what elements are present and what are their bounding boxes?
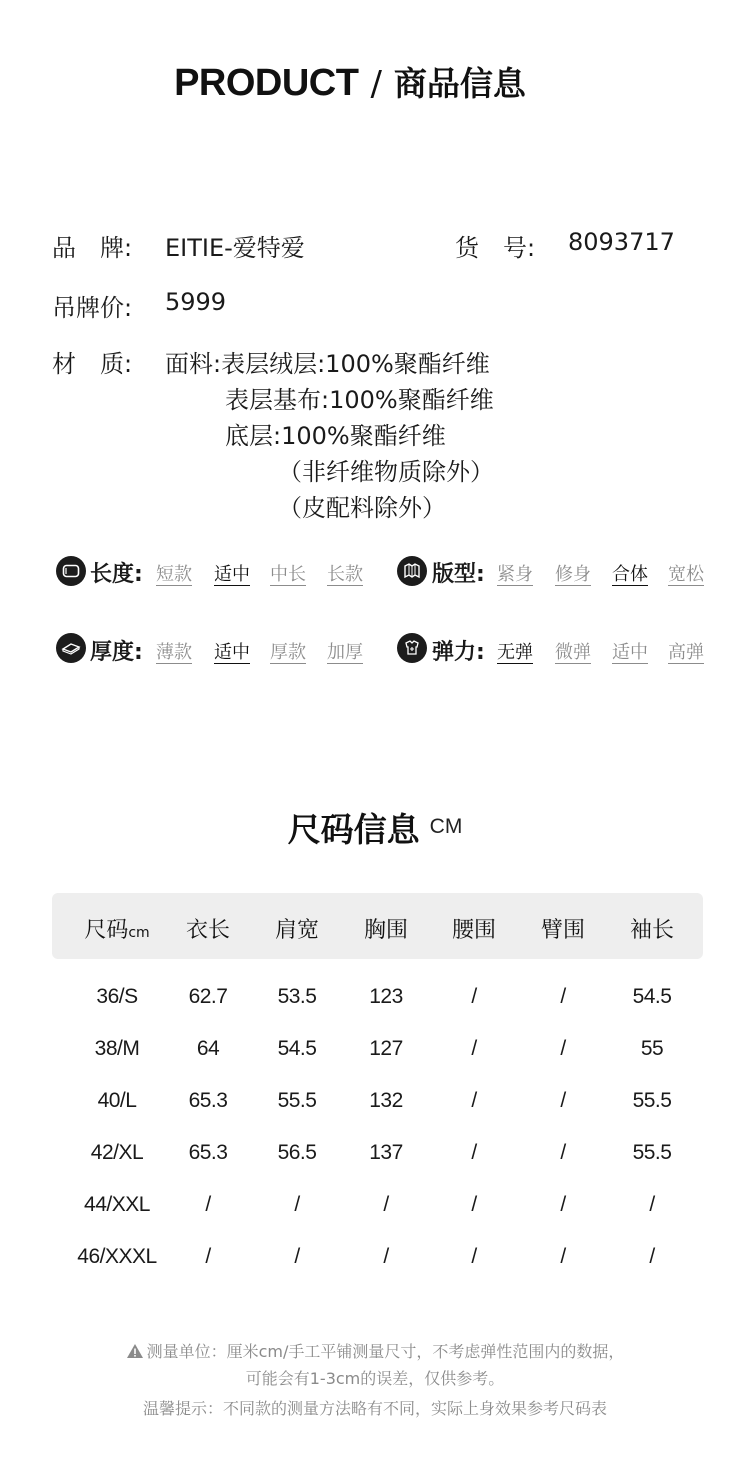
size-table-header — [52, 893, 703, 959]
material-line: 底层:100%聚酯纤维 — [225, 422, 446, 450]
title-separator: / — [370, 64, 382, 104]
measure-cell: / — [560, 1089, 566, 1112]
header-cell: 袖长 — [629, 918, 674, 943]
length-option: 长款 — [327, 564, 363, 585]
measure-cell: / — [294, 1193, 300, 1216]
elasticity-option-selected: 无弹 — [497, 642, 533, 663]
fit-option: 修身 — [555, 564, 591, 585]
header-cell: 臂围 — [540, 918, 585, 943]
header-size-unit: cm — [128, 925, 150, 941]
thickness-option-selected: 适中 — [214, 642, 250, 663]
measure-cell: / — [471, 1037, 477, 1060]
length-icon — [56, 556, 86, 586]
elasticity-icon — [397, 633, 427, 663]
material-line: 面料:表层绒层:100%聚酯纤维 — [165, 350, 490, 378]
measure-cell: / — [471, 1141, 477, 1164]
table-row — [52, 1089, 703, 1141]
measure-cell: 54.5 — [277, 1037, 317, 1060]
brand-value: EITIE-爱特爱 — [165, 234, 305, 262]
material-label: 材 质: — [52, 350, 133, 378]
table-row — [52, 1037, 703, 1089]
length-option-selected: 适中 — [214, 564, 250, 585]
price-label: 吊牌价: — [52, 294, 133, 322]
size-cell: 44/XXL — [84, 1193, 150, 1216]
thickness-option: 厚款 — [270, 642, 306, 663]
measure-cell: 53.5 — [277, 985, 317, 1008]
size-cell: 36/S — [96, 985, 138, 1008]
measure-cell: 65.3 — [188, 1141, 228, 1164]
measure-cell: 55.5 — [632, 1089, 672, 1112]
elasticity-option: 微弹 — [555, 642, 591, 663]
measure-cell: / — [383, 1193, 389, 1216]
size-cell: 46/XXXL — [77, 1245, 157, 1268]
sku-label: 货 号: — [455, 234, 536, 262]
thickness-option: 薄款 — [156, 642, 192, 663]
measure-cell: / — [383, 1245, 389, 1268]
header-cell: 胸围 — [363, 918, 408, 943]
measure-cell: / — [205, 1193, 211, 1216]
measure-cell: / — [649, 1193, 655, 1216]
size-cell: 38/M — [94, 1037, 140, 1060]
measure-cell: 55.5 — [277, 1089, 317, 1112]
header-cell-size — [72, 913, 162, 944]
fit-option: 宽松 — [668, 564, 704, 585]
measure-cell: 56.5 — [277, 1141, 317, 1164]
header-size-label: 尺码 — [84, 918, 129, 943]
size-cell: 42/XL — [90, 1141, 144, 1164]
measure-cell: 65.3 — [188, 1089, 228, 1112]
brand-label: 品 牌: — [52, 234, 133, 262]
measure-cell: / — [294, 1245, 300, 1268]
fit-icon — [397, 556, 427, 586]
measure-note — [0, 1339, 750, 1363]
warning-icon — [126, 1343, 144, 1363]
fit-title: 版型: — [432, 562, 485, 587]
note-line-2: 可能会有1-3cm的误差，仅供参考。 — [245, 1369, 505, 1388]
thickness-icon — [56, 633, 86, 663]
size-title-unit: CM — [429, 815, 463, 838]
table-row — [52, 985, 703, 1037]
measure-cell: / — [471, 985, 477, 1008]
size-title-text: 尺码信息 — [287, 810, 420, 849]
measure-cell: / — [471, 1089, 477, 1112]
size-section-title — [0, 804, 750, 851]
measure-cell: 64 — [196, 1037, 220, 1060]
elasticity-title: 弹力: — [432, 640, 485, 665]
measure-cell: / — [560, 1141, 566, 1164]
measure-cell: / — [560, 1245, 566, 1268]
material-line: （非纤维物质除外） — [278, 458, 494, 486]
thickness-title: 厚度: — [90, 640, 143, 665]
table-row — [52, 1245, 703, 1297]
title-cn: 商品信息 — [393, 64, 526, 103]
measure-cell: 55 — [640, 1037, 664, 1060]
measure-cell: 55.5 — [632, 1141, 672, 1164]
length-option: 短款 — [156, 564, 192, 585]
length-title: 长度: — [90, 562, 143, 587]
measure-cell: / — [649, 1245, 655, 1268]
measure-cell: 62.7 — [188, 985, 228, 1008]
material-line: （皮配料除外） — [278, 494, 446, 522]
measure-cell: / — [560, 1193, 566, 1216]
material-line: 表层基布:100%聚酯纤维 — [225, 386, 494, 414]
table-row — [52, 1141, 703, 1193]
note-line-1: 测量单位：厘米cm/手工平铺测量尺寸，不考虑弹性范围内的数据， — [146, 1342, 625, 1361]
page-title — [0, 58, 700, 105]
measure-cell: / — [471, 1245, 477, 1268]
measure-cell: 132 — [369, 1089, 403, 1112]
measure-cell: 54.5 — [632, 985, 672, 1008]
sku-value: 8093717 — [568, 228, 675, 256]
table-row — [52, 1193, 703, 1245]
measure-cell: 123 — [369, 985, 403, 1008]
elasticity-option: 高弹 — [668, 642, 704, 663]
fit-option: 紧身 — [497, 564, 533, 585]
header-cell: 肩宽 — [274, 918, 319, 943]
note-line-3: 温馨提示：不同款的测量方法略有不同，实际上身效果参考尺码表 — [142, 1399, 607, 1418]
thickness-option: 加厚 — [327, 642, 363, 663]
measure-cell: / — [205, 1245, 211, 1268]
measure-cell: 137 — [369, 1141, 403, 1164]
price-value: 5999 — [165, 288, 227, 316]
measure-cell: / — [471, 1193, 477, 1216]
size-cell: 40/L — [97, 1089, 137, 1112]
fit-option-selected: 合体 — [612, 564, 648, 585]
measure-cell: 127 — [369, 1037, 403, 1060]
measure-cell: / — [560, 1037, 566, 1060]
title-en: PRODUCT — [174, 62, 359, 104]
elasticity-option: 适中 — [612, 642, 648, 663]
measure-cell: / — [560, 985, 566, 1008]
header-cell: 衣长 — [185, 918, 230, 943]
size-table-body — [52, 985, 703, 1295]
header-cell: 腰围 — [451, 918, 496, 943]
length-option: 中长 — [270, 564, 306, 585]
